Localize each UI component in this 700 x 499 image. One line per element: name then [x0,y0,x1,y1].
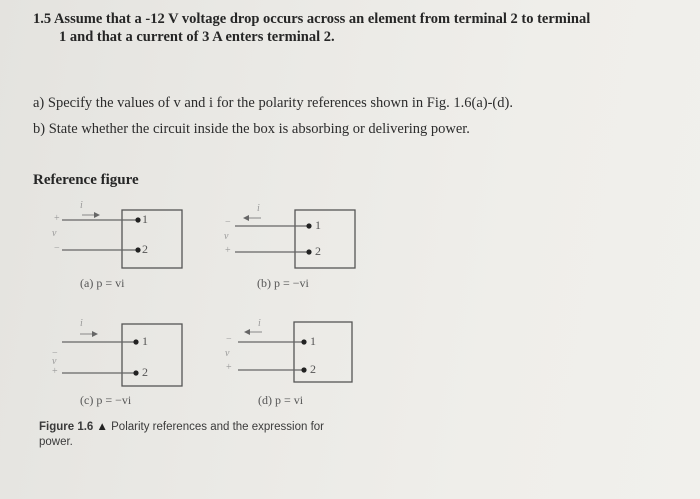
terminal-1-label: 1 [142,212,148,226]
terminal-2-label: 2 [310,362,316,376]
triangle-icon: ▲ [96,421,108,433]
figure-d-label: (d) p = vi [258,393,304,407]
terminal-1-label: 1 [310,334,316,348]
minus-sign: − [54,243,60,254]
figure-number: Figure 1.6 [39,421,94,433]
problem-line-2: 1 and that a current of 3 A enters terminal 2. [59,29,335,45]
problem-line-1: 1.5 Assume that a -12 V voltage drop occurs across an element from terminal 2 to terminal [33,11,591,27]
minus-sign: − [52,348,58,359]
plus-sign: + [225,245,231,256]
circuit-d [218,316,418,406]
terminal-1-label: 1 [142,334,148,348]
circuit-b [215,200,415,290]
plus-sign: + [226,362,232,373]
figure-c-label: (c) p = −vi [80,393,132,407]
voltage-label: v [224,231,229,242]
reference-figure-title: Reference figure [33,172,139,188]
minus-sign: − [225,217,231,228]
voltage-label: v [52,356,57,367]
terminal-2-label: 2 [142,365,148,379]
terminal-2-label: 2 [315,244,321,258]
plus-sign: + [54,213,60,224]
plus-sign: + [52,366,58,377]
circuit-c-diagram [42,318,242,408]
circuit-a [42,200,242,290]
circuit-c [42,318,242,408]
figure-caption [39,420,339,450]
figure-b-label: (b) p = −vi [257,276,309,290]
question-a: a) Specify the values of v and i for the polarity references shown in Fig. 1.6(a)-(d). [33,95,513,111]
question-b: b) State whether the circuit inside the box is absorbing or delivering power. [33,121,470,137]
voltage-label: v [52,228,57,239]
terminal-1-label: 1 [315,218,321,232]
minus-sign: − [226,334,232,345]
voltage-label: v [225,348,230,359]
circuit-d-diagram [218,316,418,406]
current-label: i [257,203,260,214]
figure-a-label: (a) p = vi [80,276,125,290]
current-label: i [258,318,261,329]
current-label: i [80,318,83,329]
current-label: i [80,200,83,211]
terminal-2-label: 2 [142,242,148,256]
caption-text: Polarity references and the expression for power. [39,421,324,448]
problem-statement [33,10,683,46]
